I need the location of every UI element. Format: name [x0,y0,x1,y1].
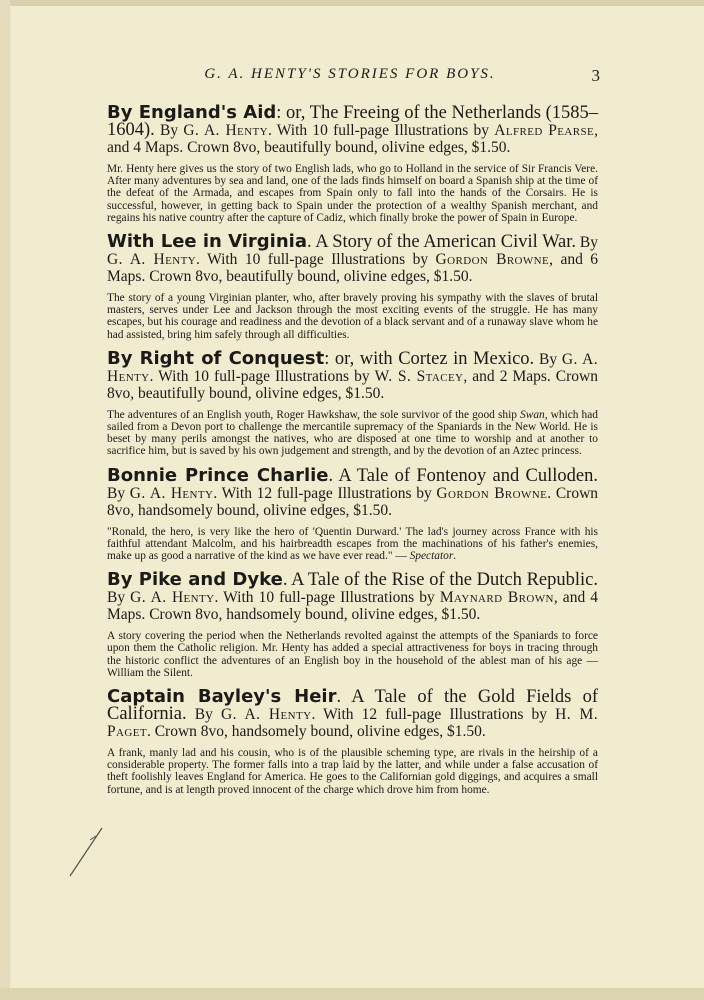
book-title: By Pike and Dyke [107,569,283,591]
author-name: G. A. Henty [107,350,598,385]
book-subtitle: . A Tale of the Gold Fields of California. [107,687,598,725]
by-label: By [579,234,599,252]
pencil-mark-icon [66,826,106,878]
edition-details: . Crown 8vo, handsomely bound, olivine edges, $1.50. [107,484,599,519]
book-title: Bonnie Prince Charlie [107,464,329,486]
illustrations-text: . With 10 full-page Illustrations by [267,122,490,139]
illustrations-text: . With 10 full-page Illustrations by [214,589,435,607]
running-title: G. A. HENTY'S STORIES FOR BOYS. [204,66,496,82]
illustrator-name: Gordon Browne [436,484,548,502]
book-title: By England's Aid [107,102,277,123]
book-description [107,526,598,563]
book-entry [107,688,598,796]
edition-details: . Crown 8vo, handsomely bound, olivine edges, $1.50. [146,723,486,741]
book-title: Captain Bayley's Heir [107,686,337,708]
book-entry [107,347,599,458]
illustrator-name: Gordon Browne [435,251,550,269]
author-name: G. A. Henty [183,122,268,139]
book-description: Mr. Henty here gives us the story of two English lads, who go to Holland in the service of Sir Francis Vere. After many adventures by sea and land, one of the lads finds himself on board a Spanish ship at the time of the defeat of the Armada, and escapes from Spain only to fall into the hands of the Corsairs. He is successful, however, in getting back to Spain under the protection of a wealthy Spanish merchant, and regains his native country after the capture of Cadiz, which finally broke the power of Spain in Europe. [107,163,598,224]
description-text: "Ronald, the hero, is very like the hero of 'Quentin Durward.' The lad's journey across France with his faithful attendant Malcolm, and his hairbreadth escapes from the machinations of his father's enemies, make up as good a narrative of the kind as we have ever read." — [107,525,598,563]
edition-details: , and 2 Maps. Crown 8vo, beautifully bound, olivine edges, $1.50. [107,367,598,402]
illustrator-name: Maynard Brown [439,589,554,607]
ship-name: Swan [520,408,545,421]
book-list [107,104,598,805]
author-name: G. A. Henty [130,589,215,607]
illustrator-name: W. S. Stacey [374,367,464,385]
edition-details: , and 6 Maps. Crown 8vo, beautifully bound, olivine edges, $1.50. [107,251,598,286]
book-description: The story of a young Virginian planter, who, after bravely proving his sympathy with the slaves of brutal masters, serves under Lee and Jackson through the most exciting events of the struggle. He has many escapes, but his courage and readiness and the devotion of a black servant and of a runaway slave whom he had assisted, bring him safely through all difficulties. [107,292,598,341]
by-label: By [194,706,213,724]
page-left-edge [0,0,10,1000]
book-title: By Right of Conquest [107,347,325,369]
illustrator-name: Alfred Pearse [494,122,595,139]
entry-heading [107,688,598,740]
entry-heading [107,571,598,623]
description-text: . [453,550,457,563]
entry-heading [107,233,598,285]
illustrations-text: . With 10 full-page Illustrations by [149,367,370,385]
page-bottom-edge [0,988,704,1000]
entry-heading [107,464,599,519]
by-label: By [539,350,558,368]
illustrations-text: . With 12 full-page Illustrations by [311,706,548,724]
page-number: 3 [591,66,600,85]
book-description [107,409,598,458]
running-head [100,66,600,90]
book-description: A frank, manly lad and his cousin, who is of the plausible scheming type, are rivals in the heirship of a considerable property. The former falls into a trap laid by the latter, and while under a false accusation of theft foolishly leaves England for America. He goes to the Californian gold diggings, and acquires a small fortune, and is at length proved innocent of the charge which drove him from home. [107,747,598,796]
illustrations-text: . With 12 full-page Illustrations by [213,484,432,502]
author-name: G. A. Henty [107,251,197,269]
book-description: A story covering the period when the Netherlands revolted against the attempts of the Spaniards to force upon them the Catholic religion. Mr. Henty has added a special attractiveness for boys in tracing through the historic conflict the adventures of an English boy in the household of the ablest man of his age — William the Silent. [107,630,598,679]
book-entry [107,464,599,563]
book-subtitle: . A Story of the American Civil War. [307,232,577,253]
entry-heading [107,347,598,402]
author-name: G. A. Henty [129,484,214,502]
author-name: G. A. Henty [220,706,312,724]
book-subtitle: . A Tale of Fontenoy and Culloden. [328,465,598,486]
by-label: By [107,589,126,607]
illustrator-name: H. M. Paget [107,706,599,741]
illustrations-text: . With 10 full-page Illustrations by [196,251,429,269]
book-subtitle: . A Tale of the Rise of the Dutch Republic. [282,570,598,591]
entry-heading [107,104,598,156]
description-text: The adventures of an English youth, Roger Hawkshaw, the sole survivor of the good ship [107,408,521,421]
by-label: By [160,122,179,139]
by-label: By [107,484,126,502]
book-entry [107,104,598,224]
review-source: Spectator [409,550,454,563]
book-title: With Lee in Virginia [107,231,307,253]
description-text: , which had sailed from a Devon port to challenge the mercantile supremacy of the Spaniards in the New World. He is beset by many perils amongst the natives, who are disposed at one time to worship and at another to sacrifice him, but is saved by his own judgement and strength, and by the devotion of an Aztec princess. [107,408,599,458]
edition-details: , and 4 Maps. Crown 8vo, handsomely bound, olivine edges, $1.50. [107,589,599,624]
book-subtitle: : or, with Cortez in Mexico. [324,348,535,369]
book-entry [107,571,598,679]
edition-details: , and 4 Maps. Crown 8vo, beautifully bound, olivine edges, $1.50. [107,122,599,156]
book-subtitle: : or, The Freeing of the Netherlands (1585–1604). [107,103,598,140]
book-entry [107,233,598,341]
page-top-edge [0,0,704,6]
